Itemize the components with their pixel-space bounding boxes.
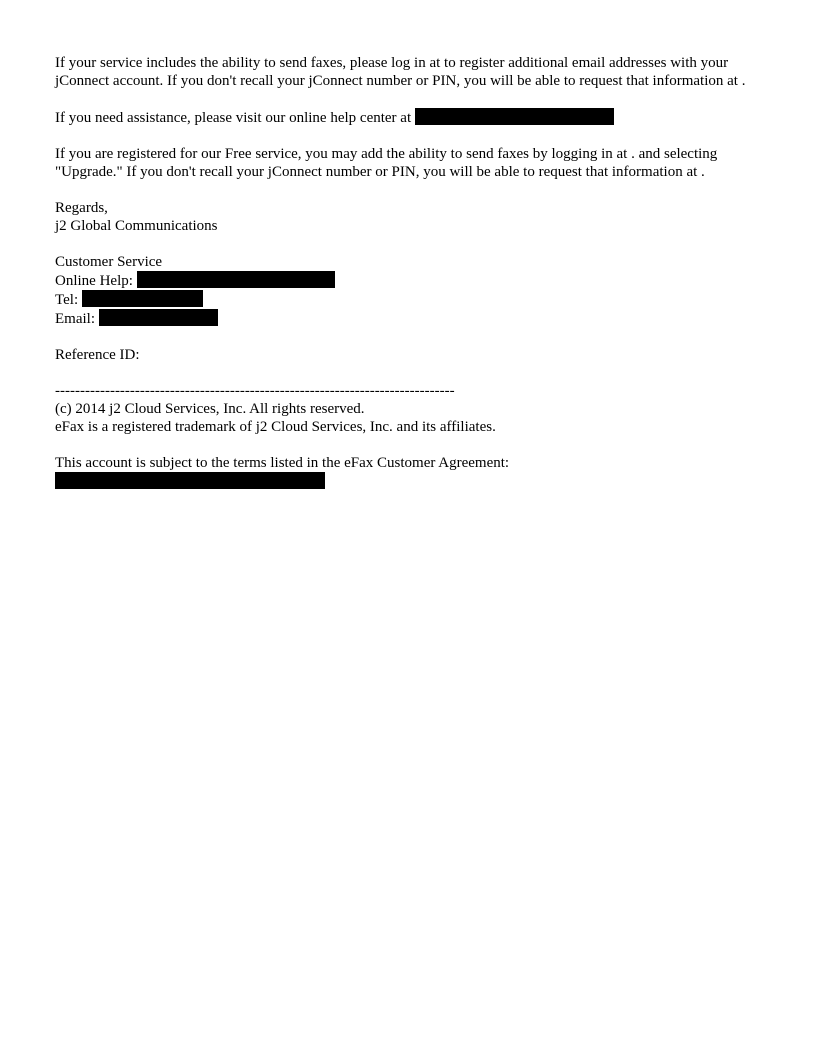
reference-id-label: Reference ID: <box>55 347 140 363</box>
footer-divider: -------------------------------------------------------------------------------- <box>55 383 455 399</box>
trademark-text: eFax is a registered trademark of j2 Cloud Services, Inc. and its affiliates. <box>55 419 496 435</box>
send-faxes-paragraph: If your service includes the ability to send faxes, please log in at to register additional email addresses with your jConnect account. If you don't recall your jConnect number or PIN, you will be able to request that information at . <box>55 55 746 89</box>
online-help-label: Online Help: <box>55 273 137 289</box>
redacted-tel <box>82 290 203 307</box>
tel-label: Tel: <box>55 292 82 308</box>
contact-block <box>55 253 755 328</box>
redacted-online-help <box>137 271 335 288</box>
online-help-line <box>55 271 755 290</box>
agreement-link-line <box>55 472 755 491</box>
footer <box>55 382 755 491</box>
company-name: j2 Global Communications <box>55 218 218 234</box>
signature-block <box>55 199 755 235</box>
free-service-paragraph: If you are registered for our Free service, you may add the ability to send faxes by logging in at . and selecting "Upgrade." If you don't recall your jConnect number or PIN, you will be able to request that information at . <box>55 146 718 180</box>
assistance-text: If you need assistance, please visit our online help center at <box>55 110 415 126</box>
assistance-paragraph <box>55 108 755 127</box>
email-label: Email: <box>55 311 99 327</box>
copyright-text: (c) 2014 j2 Cloud Services, Inc. All rights reserved. <box>55 401 365 417</box>
regards-text: Regards, <box>55 200 108 216</box>
redacted-email <box>99 309 218 326</box>
redacted-agreement-link <box>55 472 325 489</box>
customer-service-heading: Customer Service <box>55 254 163 270</box>
redacted-help-center-link <box>415 108 614 125</box>
agreement-text: This account is subject to the terms listed in the eFax Customer Agreement: <box>55 455 510 471</box>
email-body <box>55 54 755 491</box>
tel-line <box>55 290 755 309</box>
email-line <box>55 309 755 328</box>
